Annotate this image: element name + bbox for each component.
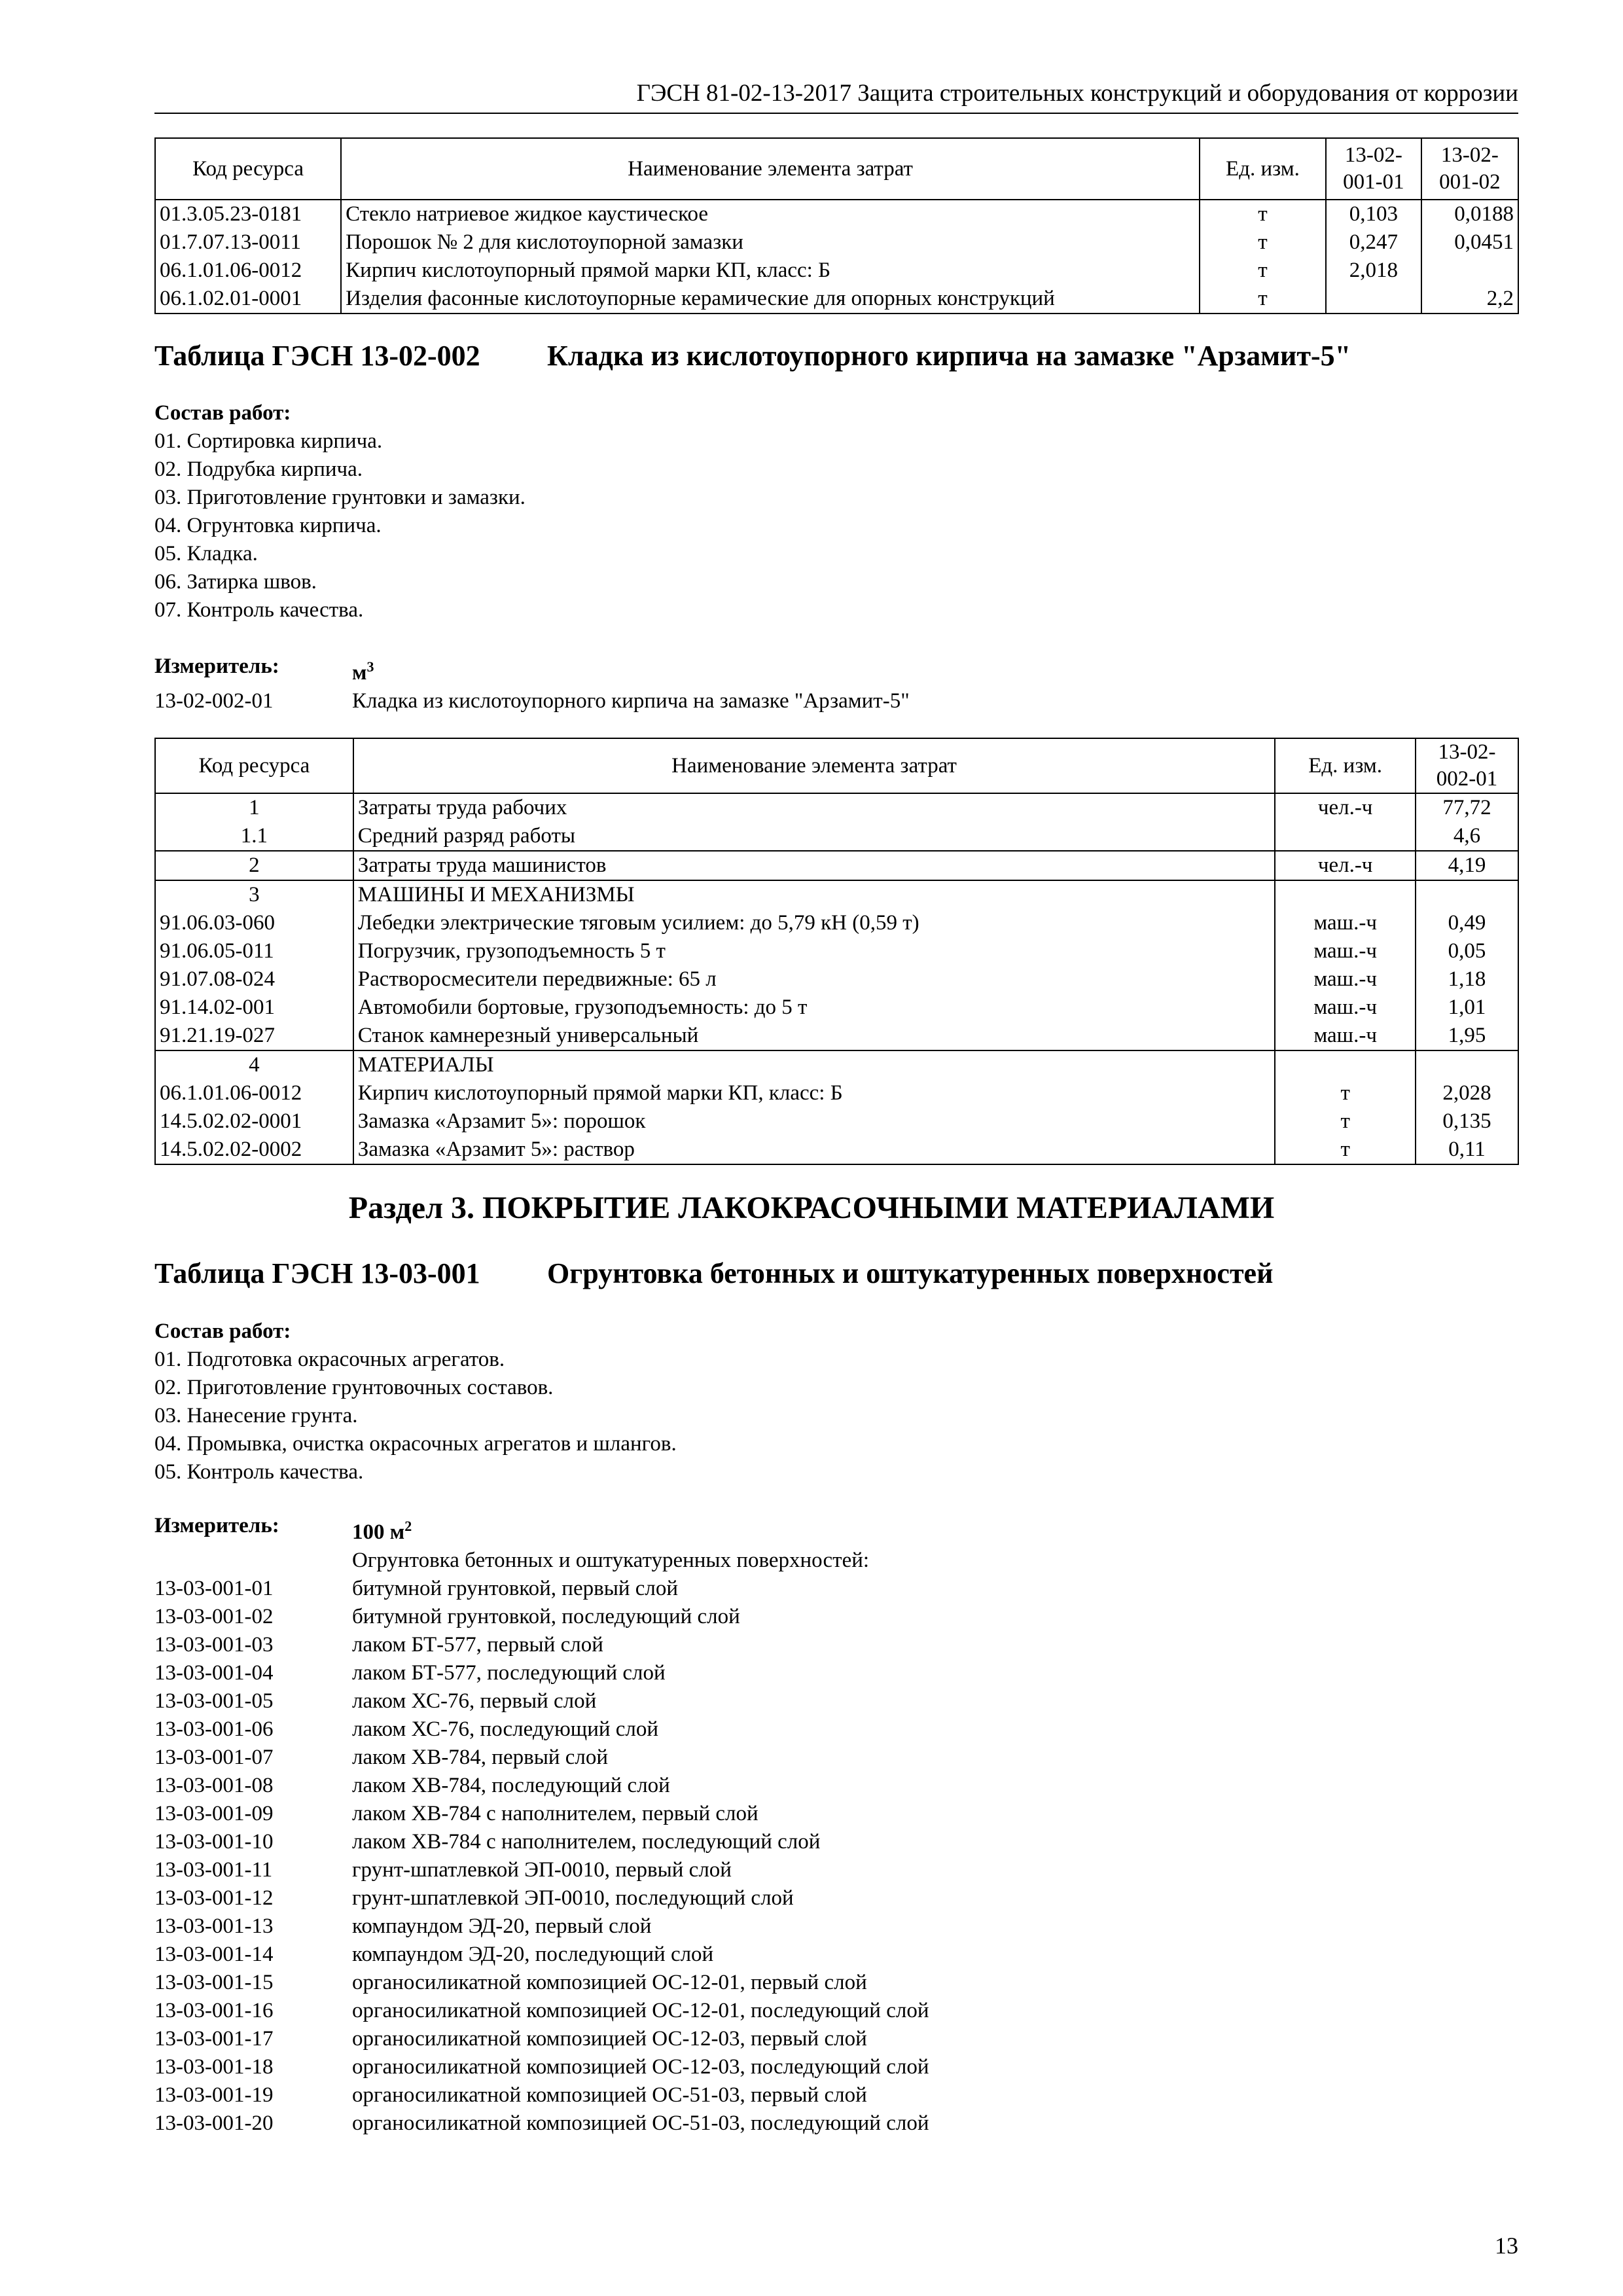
resource-name: Средний разряд работы — [353, 822, 1275, 851]
resource-unit: т — [1200, 257, 1326, 285]
resource-code: 2 — [155, 851, 353, 880]
measure-code: 13-03-001-16 — [154, 1999, 274, 2022]
resource-name: Замазка «Арзамит 5»: раствор — [353, 1136, 1275, 1164]
resource-code: 06.1.02.01-0001 — [155, 285, 341, 314]
work-item: 04. Огрунтовка кирпича. — [154, 514, 382, 537]
measure-item — [154, 1941, 929, 1969]
resource-code: 14.5.02.02-0002 — [155, 1136, 353, 1164]
resource-unit: маш.-ч — [1275, 937, 1416, 965]
measure-item — [154, 1969, 929, 1997]
measure-item — [154, 2081, 929, 2109]
resource-unit: маш.-ч — [1275, 965, 1416, 994]
resource-name: Автомобили бортовые, грузоподъемность: до 5 т — [353, 994, 1275, 1022]
table-row — [155, 822, 1518, 851]
work-heading: Состав работ: — [154, 1319, 291, 1343]
measure-code: 13-03-001-12 — [154, 1886, 274, 1910]
measure-item — [154, 2025, 929, 2053]
resource-unit: чел.-ч — [1275, 851, 1416, 880]
resource-code: 91.06.05-011 — [155, 937, 353, 965]
table-row — [155, 228, 1518, 257]
measure-code: 13-03-001-13 — [154, 1914, 274, 1938]
resource-value-col1: 1,18 — [1416, 965, 1518, 994]
resource-value-col1: 0,05 — [1416, 937, 1518, 965]
resource-value-col1: 1,01 — [1416, 994, 1518, 1022]
measure-label: Измеритель: — [154, 1514, 279, 1537]
resource-code: 01.3.05.23-0181 — [155, 200, 341, 228]
measure-code: 13-03-001-08 — [154, 1774, 274, 1797]
resource-code: 14.5.02.02-0001 — [155, 1107, 353, 1136]
header-name: Наименование элемента затрат — [341, 138, 1200, 200]
measure-code: 13-03-001-20 — [154, 2111, 274, 2135]
measure-code: 13-02-002-01 — [154, 689, 274, 713]
measure-code: 13-03-001-11 — [154, 1858, 273, 1882]
measure-code: 13-03-001-01 — [154, 1577, 274, 1600]
work-item: 01. Сортировка кирпича. — [154, 429, 383, 453]
measure-item — [154, 2053, 929, 2081]
section-3-title: Раздел 3. ПОКРЫТИЕ ЛАКОКРАСОЧНЫМИ МАТЕРИАЛАМИ — [348, 1191, 1275, 1225]
table-row — [155, 851, 1518, 880]
resource-code: 3 — [155, 880, 353, 909]
resource-value-col2: 2,2 — [1421, 285, 1518, 314]
resource-value-col1: 77,72 — [1416, 793, 1518, 822]
measure-desc: лаком ХВ-784 с наполнителем, первый слой — [352, 1802, 758, 1825]
resource-code: 06.1.01.06-0012 — [155, 1079, 353, 1107]
work-item: 06. Затирка швов. — [154, 570, 317, 594]
resource-value-col2: 0,0451 — [1421, 228, 1518, 257]
resource-unit: т — [1275, 1107, 1416, 1136]
resource-name: Изделия фасонные кислотоупорные керамические для опорных конструкций — [341, 285, 1200, 314]
measure-desc: компаундом ЭД-20, первый слой — [352, 1914, 652, 1938]
header-unit: Ед. изм. — [1275, 738, 1416, 793]
measure-code: 13-03-001-03 — [154, 1633, 274, 1657]
measure-desc: органосиликатной композицией ОС-12-03, последующий слой — [352, 2055, 929, 2079]
measure-desc: лаком БТ-577, последующий слой — [352, 1661, 666, 1685]
measure-item — [154, 1715, 929, 1744]
work-item: 04. Промывка, очистка окрасочных агрегатов и шлангов. — [154, 1432, 677, 1456]
header-col1: 13-02- 001-01 — [1326, 138, 1421, 200]
header-name: Наименование элемента затрат — [353, 738, 1275, 793]
resource-table-13-02-001 — [154, 137, 1519, 314]
resource-value-col1: 0,135 — [1416, 1107, 1518, 1136]
work-item: 05. Контроль качества. — [154, 1460, 364, 1484]
measure-desc: битумной грунтовкой, первый слой — [352, 1577, 679, 1600]
measure-item — [154, 1997, 929, 2025]
resource-code: 1.1 — [155, 822, 353, 851]
resource-name: Порошок № 2 для кислотоупорной замазки — [341, 228, 1200, 257]
resource-code: 1 — [155, 793, 353, 822]
table-row — [155, 1022, 1518, 1050]
table-row — [155, 880, 1518, 909]
measure-item — [154, 1575, 929, 1603]
measure-intro: Огрунтовка бетонных и оштукатуренных поверхностей: — [352, 1549, 870, 1572]
resource-unit — [1275, 822, 1416, 851]
resource-code: 4 — [155, 1050, 353, 1079]
measure-desc: грунт-шпатлевкой ЭП-0010, первый слой — [352, 1858, 732, 1882]
resource-unit: маш.-ч — [1275, 994, 1416, 1022]
resource-name: МАТЕРИАЛЫ — [353, 1050, 1275, 1079]
measure-desc: компаундом ЭД-20, последующий слой — [352, 1943, 714, 1966]
header-col2: 13-02- 001-02 — [1421, 138, 1518, 200]
table-row — [155, 909, 1518, 937]
measure-item — [154, 1800, 929, 1828]
resource-name: Замазка «Арзамит 5»: порошок — [353, 1107, 1275, 1136]
resource-value-col1: 0,103 — [1326, 200, 1421, 228]
resource-unit: т — [1275, 1079, 1416, 1107]
measure-code: 13-03-001-10 — [154, 1830, 274, 1854]
measure-code: 13-03-001-19 — [154, 2083, 274, 2107]
measure-unit: 100 $м^2$ — [352, 1518, 412, 1544]
measure-code: 13-03-001-05 — [154, 1689, 274, 1713]
page-header: ГЭСН 81-02-13-2017 Защита строительных конструкций и оборудования от коррозии — [154, 79, 1518, 114]
resource-value-col1: 0,247 — [1326, 228, 1421, 257]
resource-name: Кирпич кислотоупорный прямой марки КП, класс: Б — [353, 1079, 1275, 1107]
measure-item — [154, 1659, 929, 1687]
measure-desc: органосиликатной композицией ОС-51-03, первый слой — [352, 2083, 867, 2107]
measure-item — [154, 1772, 929, 1800]
resource-unit: чел.-ч — [1275, 793, 1416, 822]
resource-value-col1 — [1416, 880, 1518, 909]
resource-value-col1 — [1416, 1050, 1518, 1079]
header-code: Код ресурса — [155, 738, 353, 793]
work-item: 02. Приготовление грунтовочных составов. — [154, 1376, 554, 1399]
resource-value-col2: 0,0188 — [1421, 200, 1518, 228]
measure-item — [154, 2109, 929, 2138]
resource-code: 01.7.07.13-0011 — [155, 228, 341, 257]
measure-desc: лаком ХВ-784, последующий слой — [352, 1774, 670, 1797]
resource-code: 91.07.08-024 — [155, 965, 353, 994]
resource-unit: маш.-ч — [1275, 1022, 1416, 1050]
table-row — [155, 257, 1518, 285]
measure-item — [154, 1603, 929, 1631]
measure-code: 13-03-001-04 — [154, 1661, 274, 1685]
resource-name: Затраты труда рабочих — [353, 793, 1275, 822]
page-number: 13 — [1495, 2233, 1518, 2259]
resource-code: 06.1.01.06-0012 — [155, 257, 341, 285]
measure-label: Измеритель: — [154, 655, 279, 678]
resource-name: МАШИНЫ И МЕХАНИЗМЫ — [353, 880, 1275, 909]
measure-item — [154, 1828, 929, 1856]
table-row — [155, 285, 1518, 314]
measure-item — [154, 1687, 929, 1715]
resource-value-col1: 1,95 — [1416, 1022, 1518, 1050]
measure-item — [154, 1856, 929, 1884]
resource-name: Погрузчик, грузоподъемность 5 т — [353, 937, 1275, 965]
resource-unit: маш.-ч — [1275, 909, 1416, 937]
table-row — [155, 1050, 1518, 1079]
resource-value-col1 — [1326, 285, 1421, 314]
measure-13-02-002 — [154, 653, 910, 715]
measure-13-03-001 — [154, 1512, 929, 2138]
table-row — [155, 994, 1518, 1022]
measure-code: 13-03-001-18 — [154, 2055, 274, 2079]
measure-desc: органосиликатной композицией ОС-12-01, первый слой — [352, 1971, 867, 1994]
resource-value-col1: 4,6 — [1416, 822, 1518, 851]
measure-code: 13-03-001-15 — [154, 1971, 274, 1994]
work-heading: Состав работ: — [154, 401, 291, 425]
resource-name: Кирпич кислотоупорный прямой марки КП, класс: Б — [341, 257, 1200, 285]
header-col1: 13-02- 002-01 — [1416, 738, 1518, 793]
table-number: Таблица ГЭСН 13-02-002 — [154, 340, 480, 372]
resource-value-col1: 0,11 — [1416, 1136, 1518, 1164]
measure-item — [154, 1744, 929, 1772]
resource-value-col1: 0,49 — [1416, 909, 1518, 937]
measure-code: 13-03-001-07 — [154, 1746, 274, 1769]
resource-name: Станок камнерезный универсальный — [353, 1022, 1275, 1050]
measure-desc: битумной грунтовкой, последующий слой — [352, 1605, 740, 1628]
measure-item — [154, 1884, 929, 1912]
measure-desc: грунт-шпатлевкой ЭП-0010, последующий слой — [352, 1886, 794, 1910]
table-row — [155, 793, 1518, 822]
resource-name: Растворосмесители передвижные: 65 л — [353, 965, 1275, 994]
resource-name: Затраты труда машинистов — [353, 851, 1275, 880]
measure-desc: лаком ХС-76, первый слой — [352, 1689, 597, 1713]
work-item: 01. Подготовка окрасочных агрегатов. — [154, 1348, 505, 1371]
work-composition-13-03-001 — [154, 1318, 677, 1486]
measure-desc: органосиликатной композицией ОС-12-03, первый слой — [352, 2027, 867, 2051]
work-item: 05. Кладка. — [154, 542, 258, 565]
measure-desc: Кладка из кислотоупорного кирпича на замазке "Арзамит-5" — [352, 689, 910, 713]
measure-desc: лаком БТ-577, первый слой — [352, 1633, 603, 1657]
work-item: 03. Приготовление грунтовки и замазки. — [154, 486, 526, 509]
resource-value-col1: 4,19 — [1416, 851, 1518, 880]
table-row — [155, 965, 1518, 994]
table-row — [155, 1136, 1518, 1164]
measure-code: 13-03-001-06 — [154, 1717, 274, 1741]
measure-code: 13-03-001-17 — [154, 2027, 274, 2051]
measure-code: 13-03-001-14 — [154, 1943, 274, 1966]
table-title-13-02-002 — [154, 339, 1351, 372]
measure-code: 13-03-001-09 — [154, 1802, 274, 1825]
work-item: 07. Контроль качества. — [154, 598, 364, 622]
resource-unit — [1275, 1050, 1416, 1079]
resource-code: 91.14.02-001 — [155, 994, 353, 1022]
resource-code: 91.06.03-060 — [155, 909, 353, 937]
resource-value-col2 — [1421, 257, 1518, 285]
table-title-13-03-001 — [154, 1257, 1273, 1290]
measure-desc: органосиликатной композицией ОС-12-01, последующий слой — [352, 1999, 929, 2022]
table-name: Кладка из кислотоупорного кирпича на замазке "Арзамит-5" — [547, 340, 1351, 372]
resource-table-13-02-002 — [154, 738, 1519, 1165]
resource-name: Лебедки электрические тяговым усилием: до 5,79 кН (0,59 т) — [353, 909, 1275, 937]
work-composition-13-02-002 — [154, 399, 526, 624]
header-unit: Ед. изм. — [1200, 138, 1326, 200]
resource-unit: т — [1200, 285, 1326, 314]
measure-unit: $м^3$ — [352, 658, 374, 685]
resource-name: Стекло натриевое жидкое каустическое — [341, 200, 1200, 228]
resource-value-col1: 2,028 — [1416, 1079, 1518, 1107]
measure-desc: лаком ХВ-784 с наполнителем, последующий слой — [352, 1830, 821, 1854]
table-row — [155, 1079, 1518, 1107]
measure-code: 13-03-001-02 — [154, 1605, 274, 1628]
resource-code: 91.21.19-027 — [155, 1022, 353, 1050]
measure-desc: лаком ХС-76, последующий слой — [352, 1717, 659, 1741]
measure-item — [154, 1912, 929, 1941]
table-row — [155, 937, 1518, 965]
work-item: 03. Нанесение грунта. — [154, 1404, 358, 1427]
table-row — [155, 1107, 1518, 1136]
table-name: Огрунтовка бетонных и оштукатуренных поверхностей — [547, 1257, 1274, 1289]
measure-item — [154, 1631, 929, 1659]
work-item: 02. Подрубка кирпича. — [154, 457, 363, 481]
measure-desc: лаком ХВ-784, первый слой — [352, 1746, 609, 1769]
header-code: Код ресурса — [155, 138, 341, 200]
resource-unit: т — [1200, 228, 1326, 257]
table-row — [155, 200, 1518, 228]
resource-unit: т — [1200, 200, 1326, 228]
resource-unit: т — [1275, 1136, 1416, 1164]
resource-value-col1: 2,018 — [1326, 257, 1421, 285]
resource-unit — [1275, 880, 1416, 909]
measure-desc: органосиликатной композицией ОС-51-03, последующий слой — [352, 2111, 929, 2135]
table-number: Таблица ГЭСН 13-03-001 — [154, 1257, 480, 1289]
